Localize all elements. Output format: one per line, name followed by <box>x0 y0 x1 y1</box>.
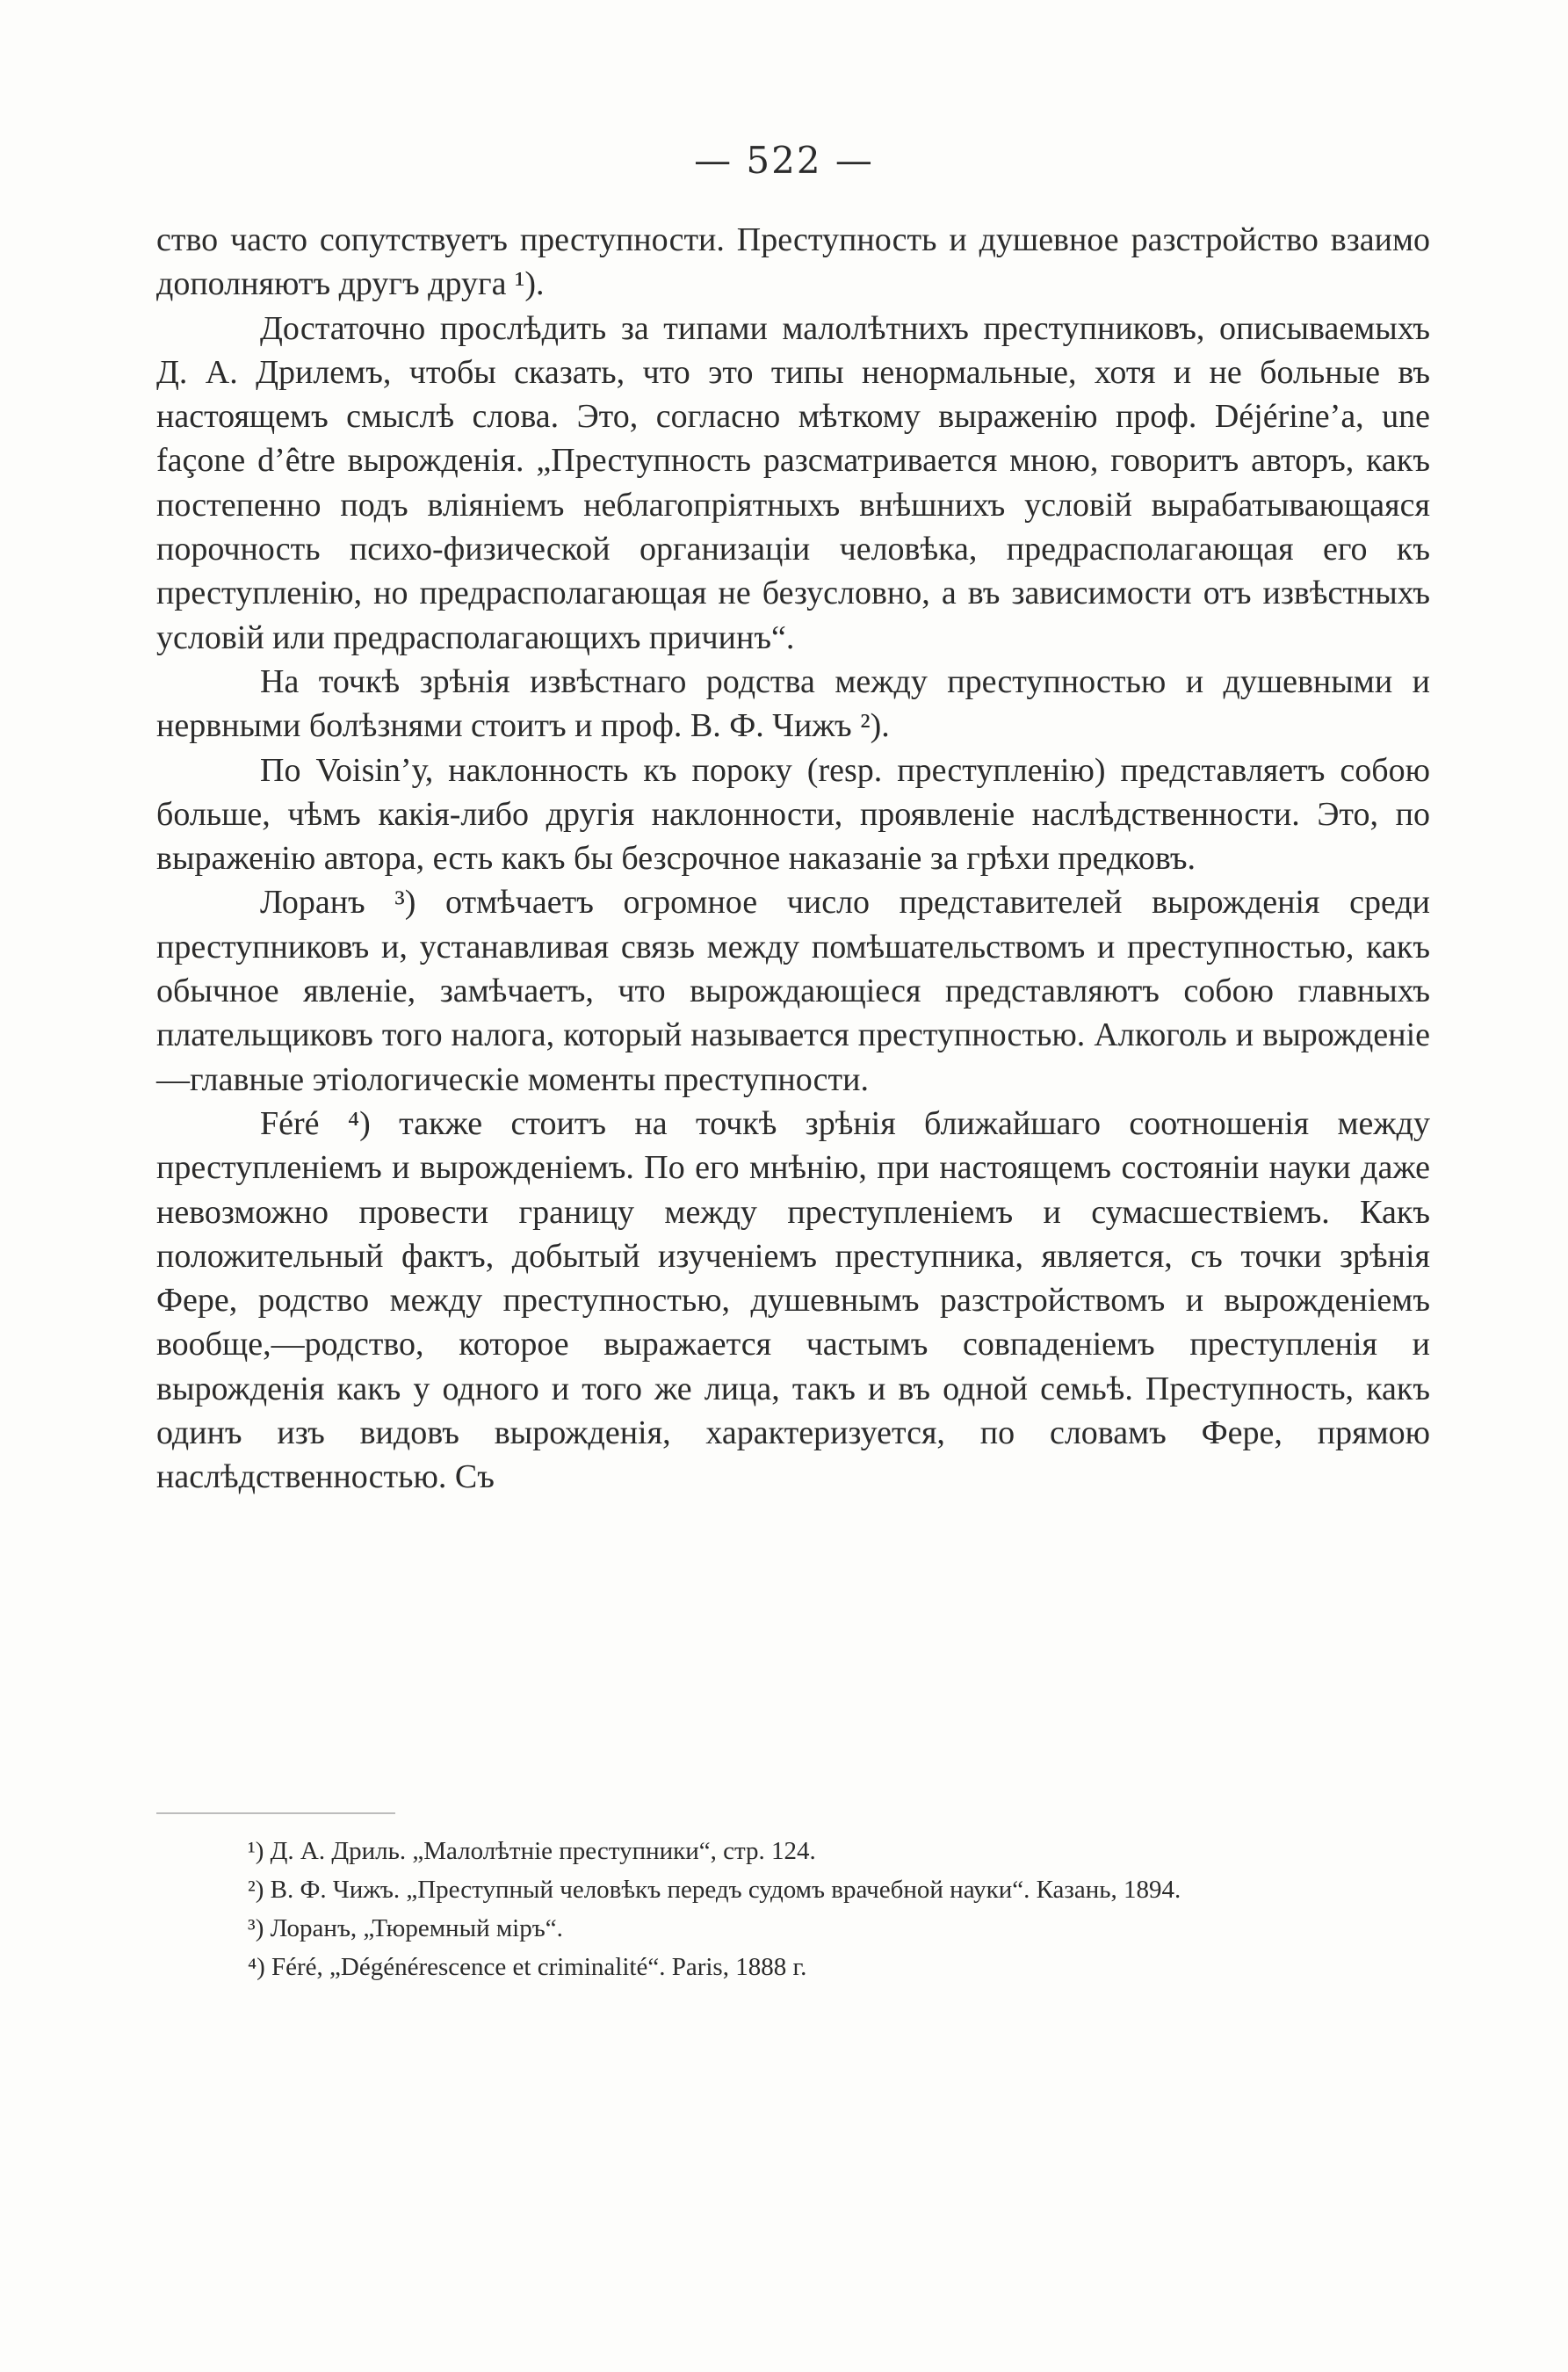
footnote-4: ⁴) Féré, „Dégénérescence et criminalité“. Paris, 1888 г. <box>248 1953 807 1981</box>
page-number: — 522 — <box>694 139 874 182</box>
footnotes <box>156 1832 1430 1986</box>
footnote-1: ¹) Д. А. Дриль. „Малолѣтніе преступники“, стр. 124. <box>248 1837 816 1865</box>
paragraph-fere: Féré ⁴) также стоитъ на точкѣ зрѣнія ближайшаго соотношенія между преступленіемъ и вырожденіемъ. По его мнѣнію, при настоящемъ состояніи науки даже невозможно провести границу между преступленіемъ и сумасшествіемъ. Какъ положительный фактъ, добытый изученіемъ преступника, является, съ точки зрѣнія Фере, родство между преступностью, душевнымъ разстройствомъ и вырожденіемъ вообще,—родство, которое выражается частымъ совпаденіемъ преступленія и вырожденія какъ у одного и того же лица, такъ и въ одной семьѣ. Преступность, какъ одинъ изъ видовъ вырожденія, характеризуется, по словамъ Фере, прямою наслѣдственностью. Съ <box>156 1104 1430 1496</box>
footnote-divider <box>156 1812 395 1814</box>
paragraph-dril: Достаточно прослѣдить за типами малолѣтнихъ преступниковъ, описываемыхъ Д. А. Дрилемъ, чтобы сказать, что это типы ненормальные, хотя и не больные въ настоящемъ смыслѣ слова. Это, согласно мѣткому выраженію проф. Déjérine’a, une façone d’être вырожденія. „Преступность разсматривается мною, говоритъ авторъ, какъ постепенно подъ вліяніемъ неблагопріятныхъ внѣшнихъ условій вырабатывающаяся порочность психо-физической организаціи человѣка, предрасполагающая его къ преступленію, но предрасполагающая не безусловно, а въ зависимости отъ извѣстныхъ условій или предрасполагающихъ причинъ“. <box>156 309 1430 656</box>
paragraph-loran: Лоранъ ³) отмѣчаетъ огромное число представителей вырожденія среди преступниковъ и, устанавливая связь между помѣшательствомъ и преступностью, какъ обычное явленіе, замѣчаетъ, что вырождающіеся представляютъ собою главныхъ плательщиковъ того налога, который называется преступностью. Алкоголь и вырожденіе—главные этіологическіе моменты преступности. <box>156 884 1430 1098</box>
paragraph-continuation: ство часто сопутствуетъ преступности. Преступность и душевное разстройство взаимо дополняютъ другъ друга ¹). <box>156 221 1430 303</box>
main-text <box>156 218 1430 1500</box>
paragraph-voisin: По Voisin’у, наклонность къ пороку (resp. преступленію) представляетъ собою больше, чѣмъ какія-либо другія наклонности, проявленіе наслѣдственности. Это, по выраженію автора, есть какъ бы безсрочное наказаніе за грѣхи предковъ. <box>156 751 1430 878</box>
footnote-3: ³) Лоранъ, „Тюремный міръ“. <box>248 1914 563 1942</box>
footnote-2: ²) В. Ф. Чижъ. „Преступный человѣкъ передъ судомъ врачебной науки“. Казань, 1894. <box>248 1876 1181 1904</box>
paragraph-chizh: На точкѣ зрѣнія извѣстнаго родства между преступностью и душевными и нервными болѣзнями стоитъ и проф. В. Ф. Чижъ ²). <box>156 662 1430 745</box>
